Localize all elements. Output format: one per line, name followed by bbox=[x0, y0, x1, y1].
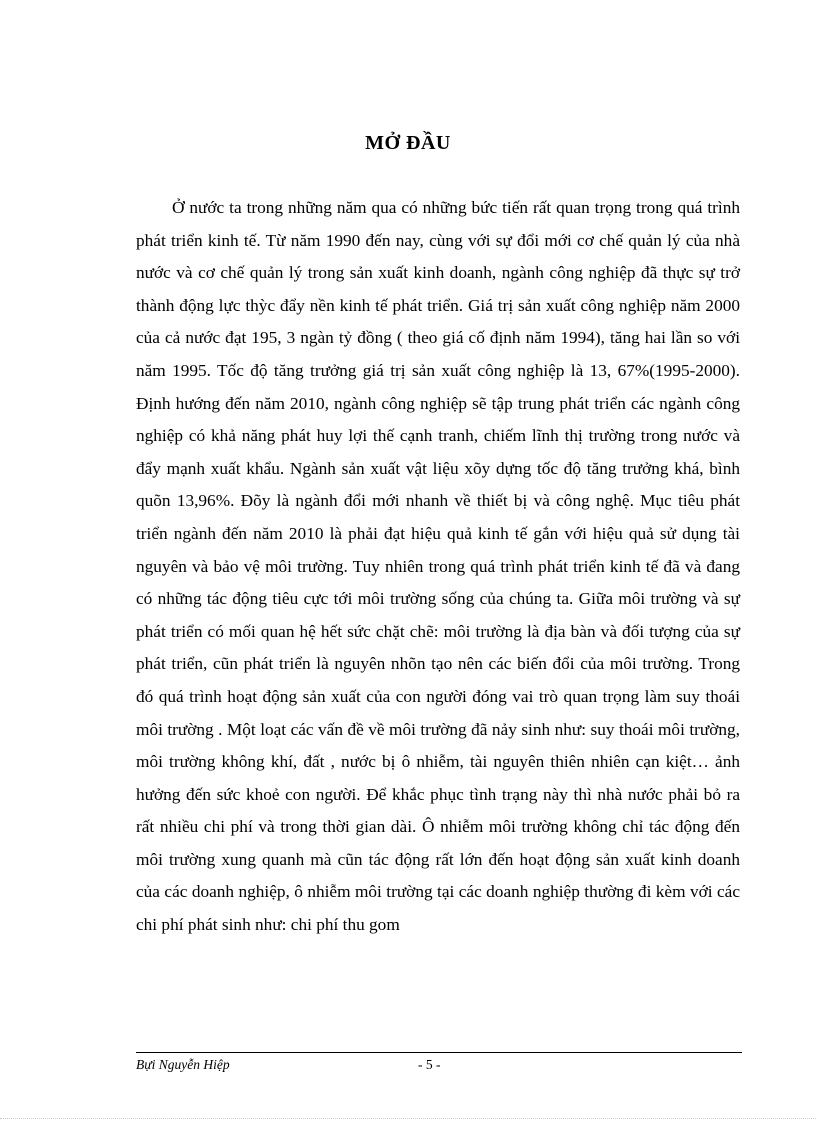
page-edge-divider bbox=[0, 1118, 816, 1119]
page-title: MỞ ĐẦU bbox=[365, 132, 451, 154]
page-number: - 5 - bbox=[418, 1057, 441, 1072]
footer-author: Bựi Nguyễn Hiệp bbox=[136, 1057, 230, 1072]
footer-divider bbox=[136, 1052, 742, 1053]
body-paragraph: Ở nước ta trong những năm qua có những bức tiến rất quan trọng trong quá trình phát triển kinh tế. Từ năm 1990 đến nay, cùng với sự đổi mới cơ chế quản lý của nhà nước và cơ chế quản lý trong sản xuất kinh doanh, ngành công nghiệp đã thực sự trở thành động lực thỳc đẩy nền kinh tế phát triển. Giá trị sản xuất công nghiệp năm 2000 của cả nước đạt 195, 3 ngàn tỷ đồng ( theo giá cố định năm 1994), tăng hai lần so với năm 1995. Tốc độ tăng trưởng giá trị sản xuất công nghiệp là 13, 67%(1995-2000). Định hướng đến năm 2010, ngành công nghiệp sẽ tập trung phát triển các ngành công nghiệp có khả năng phát huy lợi thế cạnh tranh, chiếm lĩnh thị trường trong nước và đẩy mạnh xuất khẩu. Ngành sản xuất vật liệu xõy dựng tốc độ tăng trưởng khá, bình quõn 13,96%. Đõy là ngành đổi mới nhanh về thiết bị và công nghệ. Mục tiêu phát triển ngành đến năm 2010 là phải đạt hiệu quả kinh tế gắn với hiệu quả sử dụng tài nguyên và bảo vệ môi trường. Tuy nhiên trong quá trình phát triển kinh tế đã và đang có những tác động tiêu cực tới môi trường sống của chúng ta. Giữa môi trường và sự phát triển có mối quan hệ hết sức chặt chẽ: môi trường là địa bàn và đối tượng của sự phát triển, cũn phát triển là nguyên nhõn tạo nên các biến đổi của môi trường. Trong đó quá trình hoạt động sản xuất của con người đóng vai trò quan trọng làm suy thoái môi trường . Một loạt các vấn đề về môi trường đã nảy sinh như: suy thoái môi trường, môi trường không khí, đất , nước bị ô nhiễm, tài nguyên thiên nhiên cạn kiệt… ảnh hưởng đến sức khoẻ con người. Để khắc phục tình trạng này thì nhà nước phải bỏ ra rất nhiều chi phí và trong thời gian dài. Ô nhiễm môi trường không chỉ tác động đến môi trường xung quanh mà cũn tác động rất lớn đến hoạt động sản xuất kinh doanh của các doanh nghiệp, ô nhiễm môi trường tại các doanh nghiệp thường đi kèm với các chi phí phát sinh như: chi phí thu gom bbox=[136, 198, 740, 935]
